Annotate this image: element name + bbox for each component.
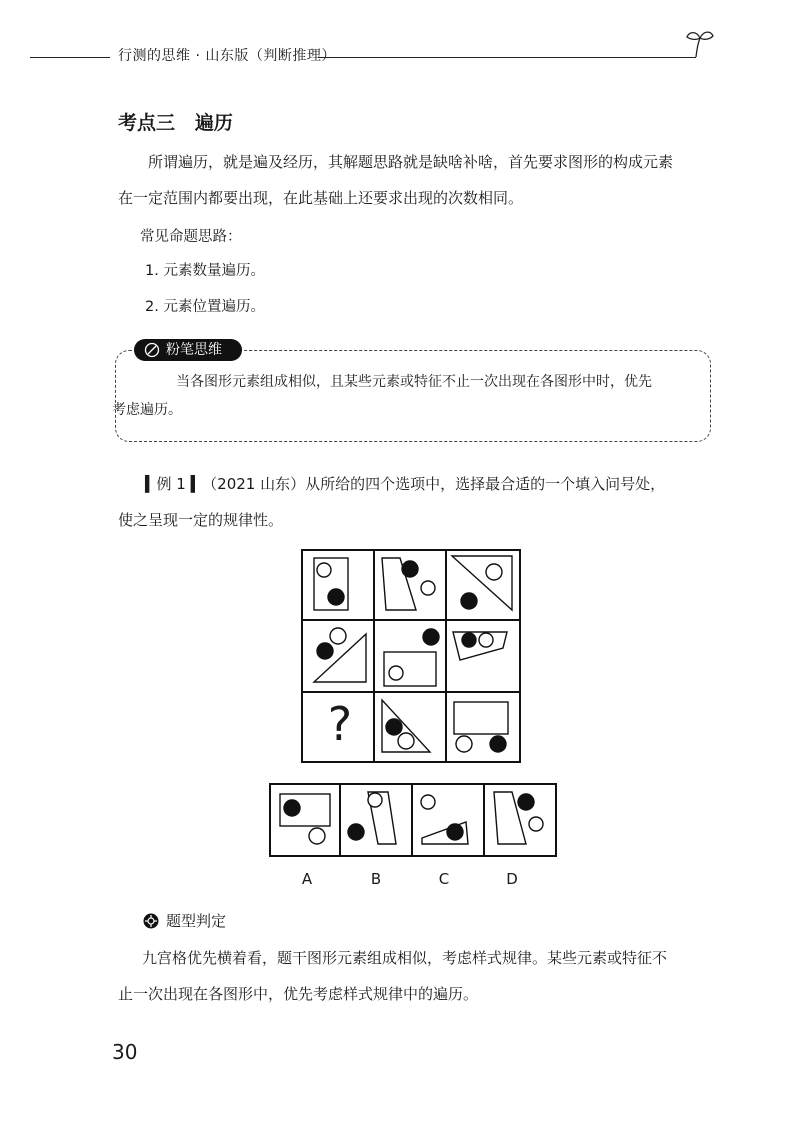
tip-line-1: 当各图形元素组成相似，且某些元素或特征不止一次出现在各图形中时，优先 [176, 374, 652, 390]
header-rule-right [318, 57, 696, 58]
analysis-title: 题型判定 [166, 912, 227, 930]
analysis-line-1: 九宫格优先横着看，题干图形元素组成相似，考虑样式规律。某些元素或特征不 [142, 949, 668, 967]
intro-line-2: 在一定范围内都要出现，在此基础上还要求出现的次数相同。 [118, 189, 524, 207]
option-label-a: A [301, 870, 313, 888]
tip-label-text: 粉笔思维 [166, 342, 222, 358]
tip-label [134, 339, 242, 361]
page-number: 30 [112, 1040, 138, 1064]
gear-icon [143, 913, 159, 929]
option-label-d: D [506, 870, 518, 888]
pen-icon [144, 342, 160, 358]
options-row [268, 782, 558, 858]
section-title: 考点三 遍历 [118, 112, 233, 134]
example-line-1: ▍例 1 ▍（2021 山东）从所给的四个选项中，选择最合适的一个填入问号处， [145, 475, 666, 493]
tip-text [112, 368, 684, 424]
list-item-2: 2. 元素位置遍历。 [145, 299, 265, 315]
tip-line-2: 考虑遍历。 [112, 402, 182, 418]
example-line-2: 使之呈现一定的规律性。 [118, 511, 284, 529]
running-header: 行测的思维 · 山东版（判断推理） [118, 48, 336, 64]
header-rule-left [30, 57, 110, 58]
list-item-1: 1. 元素数量遍历。 [145, 263, 265, 279]
analysis-line-2: 止一次出现在各图形中，优先考虑样式规律中的遍历。 [118, 985, 479, 1003]
option-label-b: B [370, 870, 382, 888]
sprout-icon [680, 26, 724, 60]
common-title: 常见命题思路： [140, 229, 242, 245]
intro-line-1: 所谓遍历，就是遍及经历，其解题思路就是缺啥补啥，首先要求图形的构成元素 [148, 153, 674, 171]
option-label-c: C [438, 870, 450, 888]
question-mark: ? [327, 697, 353, 751]
